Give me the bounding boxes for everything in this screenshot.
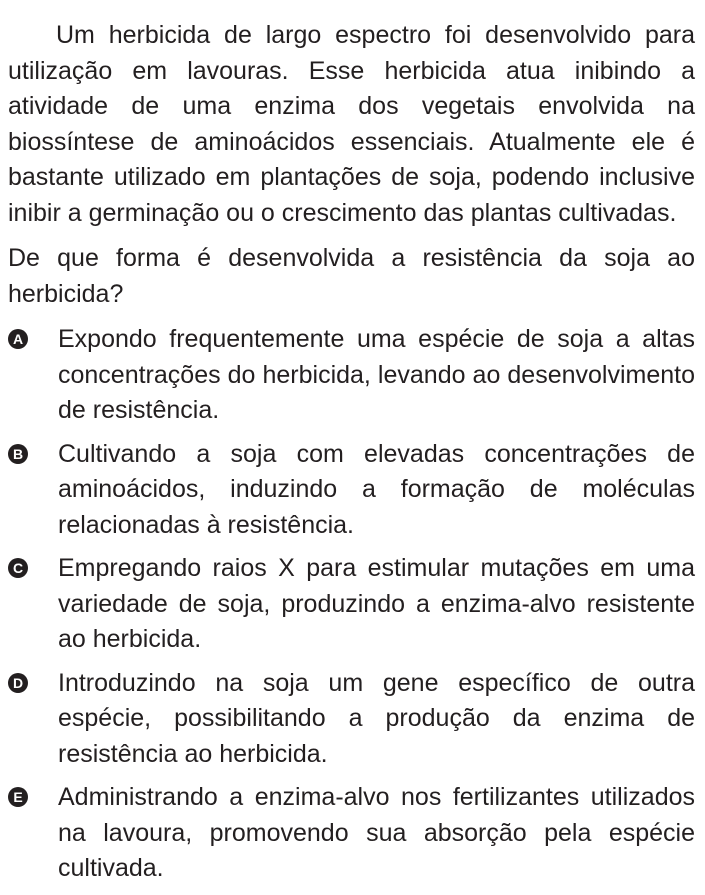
option-a[interactable] (8, 322, 695, 429)
option-d[interactable] (8, 666, 695, 773)
option-c-letter-badge: C (8, 558, 28, 578)
option-b[interactable] (8, 437, 695, 544)
option-a-text: Expondo frequentemente uma espécie de soja a altas concentrações do herbicida, levando ao desenvolvimento de resistência. (58, 325, 695, 424)
option-e-letter-badge: E (8, 787, 28, 807)
option-c-text: Empregando raios X para estimular mutações em uma variedade de soja, produzindo a enzima-alvo resistente ao herbicida. (58, 554, 695, 653)
answer-options (8, 322, 695, 887)
context-paragraph: Um herbicida de largo espectro foi desenvolvido para utilização em lavouras. Esse herbicida atua inibindo a atividade de uma enzima dos vegetais envolvida na biossíntese de aminoácidos essenciais. Atualmente ele é bastante utilizado em plantações de soja, podendo inclusive inibir a germinação ou o crescimento das plantas cultivadas. (8, 21, 695, 227)
option-b-letter-badge: B (8, 444, 28, 464)
question-stem: De que forma é desenvolvida a resistência da soja ao herbicida? (8, 244, 695, 308)
question-page (8, 18, 695, 895)
option-a-letter-badge: A (8, 329, 28, 349)
option-e[interactable] (8, 780, 695, 887)
option-d-letter-badge: D (8, 673, 28, 693)
option-e-text: Administrando a enzima-alvo nos fertilizantes utilizados na lavoura, promovendo sua absorção pela espécie cultivada. (58, 783, 695, 882)
option-d-text: Introduzindo na soja um gene específico de outra espécie, possibilitando a produção da enzima de resistência ao herbicida. (58, 668, 695, 768)
option-b-text: Cultivando a soja com elevadas concentrações de aminoácidos, induzindo a formação de moléculas relacionadas à resistência. (58, 439, 695, 539)
option-c[interactable] (8, 551, 695, 658)
